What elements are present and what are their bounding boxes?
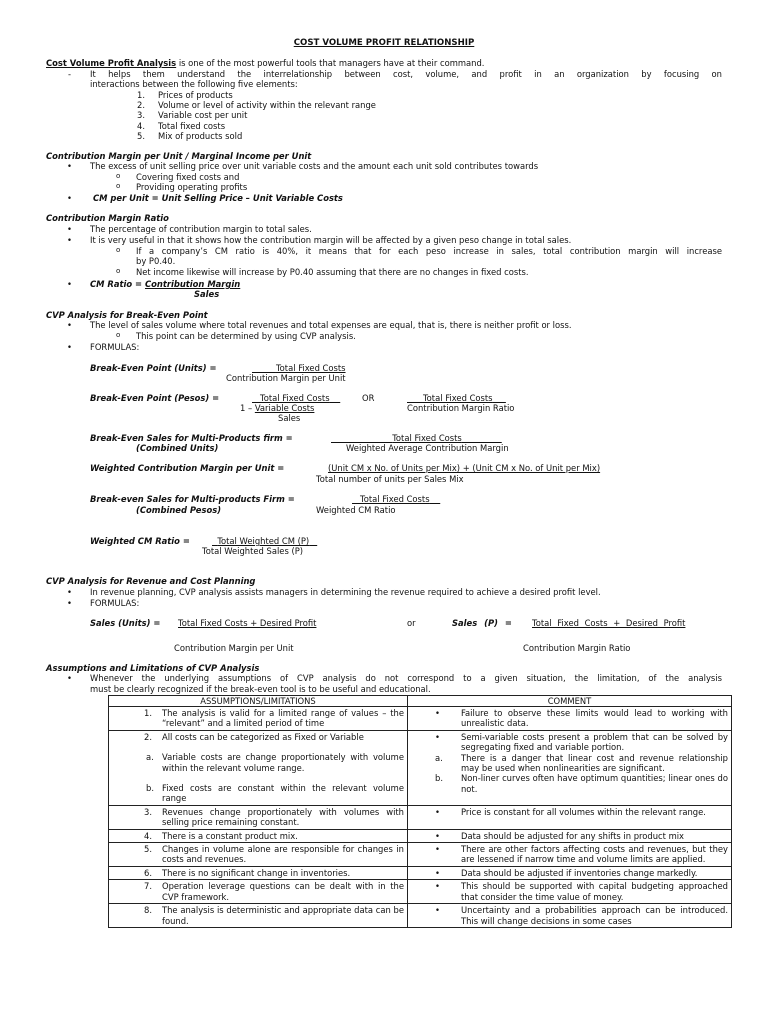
assumption-cell (112, 905, 404, 926)
intro-term: Cost Volume Profit Analysis (46, 58, 177, 68)
bep-pesos-alt-denominator: Contribution Margin Ratio (407, 403, 515, 413)
cm-unit-heading: Contribution Margin per Unit / Marginal Income per Unit (46, 151, 312, 161)
rev-or: or (407, 618, 416, 628)
sales-pesos-denominator: Contribution Margin Ratio (523, 643, 631, 653)
column-header: ASSUMPTIONS/LIMITATIONS (109, 696, 408, 707)
row-number: 3. (144, 806, 152, 817)
intro-paragraph (46, 58, 484, 68)
cm-ratio-formula (90, 279, 240, 289)
assump-heading: Assumptions and Limitations of CVP Analysis (46, 663, 260, 673)
bep-multi-pesos-sublabel: (Combined Pesos) (136, 505, 222, 515)
weighted-cm-unit-numerator: (Unit CM x No. of Units per Mix) + (Unit CM x No. of Unit per Mix) (328, 463, 601, 473)
assumption-text: Changes in volume alone are responsible for changes in costs and revenues. (162, 844, 404, 865)
bep-heading: CVP Analysis for Break-Even Point (46, 310, 208, 320)
cm-ratio-formula-numerator: Contribution Margin (144, 279, 241, 289)
subitem-letter: b. (146, 783, 154, 794)
cm-ratio-heading: Contribution Margin Ratio (46, 213, 169, 223)
bep-multi-units-numerator (331, 433, 502, 443)
bullet-icon: • (67, 224, 72, 234)
weighted-cm-ratio-denominator: Total Weighted Sales (P) (202, 546, 304, 556)
row-number: 6. (144, 867, 152, 878)
bep-multi-pesos-denominator: Weighted CM Ratio (316, 505, 396, 515)
row-number: 1. (144, 708, 152, 718)
assumption-text: There is a constant product mix. (162, 830, 298, 841)
table-header-row (109, 696, 732, 707)
cm-unit-sub-2: Providing operating profits (136, 182, 248, 192)
assumption-subitem (112, 783, 404, 804)
table-row (109, 730, 732, 805)
element-text: Volume or level of activity within the relevant range (158, 100, 376, 110)
table-row (109, 843, 732, 867)
weighted-cm-ratio-numerator-text: Total Weighted CM (P) (217, 536, 310, 546)
comment-text: There are other factors affecting costs and revenues, but they are lessened if narrow time and volume limits are applied. (461, 844, 728, 865)
comment-subitem-text: There is a danger that linear cost and revenue relationship may be used when nonlinearities are significant. (461, 752, 728, 774)
assumption-cell (112, 881, 404, 902)
rev-formulas-label: FORMULAS: (90, 598, 140, 608)
assumption-cell (112, 708, 404, 729)
comment-cell (411, 708, 728, 729)
comment-cell (411, 831, 728, 841)
cm-ratio-bullet-2: It is very useful in that it shows how the contribution margin will be affected by a given peso change in total sales. (90, 235, 572, 245)
bullet-icon: • (67, 193, 72, 203)
bullet-icon: • (67, 320, 72, 330)
comment-text: Price is constant for all volumes within the relevant range. (461, 806, 706, 817)
table-row (109, 805, 732, 829)
bullet-icon: • (67, 598, 72, 608)
comment-cell (411, 868, 728, 878)
bep-pesos-or: OR (362, 393, 375, 403)
bep-sub-1: This point can be determined by using CVP analysis. (136, 331, 356, 341)
assumption-text: All costs can be categorized as Fixed or Variable (162, 731, 364, 742)
column-header: COMMENT (408, 696, 732, 707)
assump-bullet-1b: must be clearly recognized if the break-even tool is to be useful and educational. (90, 684, 431, 694)
cm-ratio-formula-denominator: Sales (194, 289, 220, 299)
row-number: 2. (144, 731, 152, 742)
bullet-icon: • (435, 708, 440, 718)
cm-ratio-sub-2: Net income likewise will increase by P0.40 assuming that there are no changes in fixed costs. (136, 267, 529, 277)
assumption-text: The analysis is valid for a limited range of values – the “relevant” and a limited period of time (162, 708, 404, 729)
intro-rest: is one of the most powerful tools that managers have at their command. (176, 58, 485, 68)
subitem-text: Fixed costs are constant within the relevant volume range (162, 783, 404, 804)
weighted-cm-ratio-label: Weighted CM Ratio = (90, 536, 190, 546)
bep-pesos-label: Break-Even Point (Pesos) = (90, 393, 220, 403)
weighted-cm-ratio-numerator (212, 536, 317, 546)
comment-text: Data should be adjusted if inventories change markedly. (461, 867, 698, 878)
comment-cell (411, 881, 728, 902)
subitem-letter: b. (435, 773, 443, 784)
intro-line-1: It helps them understand the interrelationship between cost, volume, and profit in an organization by focusing on (90, 69, 722, 79)
comment-cell (411, 905, 728, 926)
weighted-cm-unit-denominator: Total number of units per Sales Mix (316, 474, 464, 484)
bullet-icon: • (435, 806, 440, 817)
bep-multi-units-label: Break-Even Sales for Multi-Products firm = (90, 433, 293, 443)
bep-units-numerator-text: Total Fixed Costs (275, 363, 346, 373)
bep-multi-units-denominator: Weighted Average Contribution Margin (346, 443, 509, 453)
table-row (109, 829, 732, 842)
comment-text: Semi-variable costs present a problem that can be solved by segregating fixed and variable portion. (461, 731, 728, 753)
sales-pesos-label: Sales (P) = (452, 618, 512, 628)
comment-cell (411, 844, 728, 865)
bep-units-label: Break-Even Point (Units) = (90, 363, 217, 373)
bep-pesos-alt-numerator-text: Total Fixed Costs (422, 393, 493, 403)
comment-cell (411, 732, 728, 753)
circle-bullet-icon: o (116, 172, 121, 180)
assumption-cell (112, 844, 404, 865)
table-row (109, 904, 732, 928)
intro-line-2: interactions between the following five elements: (90, 79, 298, 89)
sales-units-denominator: Contribution Margin per Unit (174, 643, 294, 653)
element-number: 1. (137, 90, 145, 100)
element-number: 4. (137, 121, 145, 131)
bep-pesos-sales: Sales (278, 413, 301, 423)
bullet-icon: • (435, 867, 440, 878)
comment-cell (411, 807, 728, 817)
cm-unit-bullet-1: The excess of unit selling price over unit variable costs and the amount each unit sold contributes towards (90, 161, 539, 171)
row-number: 7. (144, 881, 152, 892)
bep-pesos-numerator (252, 393, 340, 403)
bep-multi-units-numerator-text: Total Fixed Costs (392, 433, 462, 443)
comment-subitem (411, 753, 728, 774)
element-text: Variable cost per unit (158, 110, 248, 120)
bullet-icon: • (435, 844, 440, 855)
assumption-text: The analysis is deterministic and appropriate data can be found. (162, 905, 404, 926)
assumption-text: Operation leverage questions can be dealt with in the CVP framework. (162, 881, 404, 902)
subitem-letter: a. (146, 752, 154, 763)
rev-bullet-1: In revenue planning, CVP analysis assists managers in determining the revenue required to achieve a desired profit level. (90, 587, 601, 597)
dash-marker: - (68, 69, 72, 79)
element-number: 3. (137, 110, 145, 120)
bep-units-denominator: Contribution Margin per Unit (226, 373, 346, 383)
circle-bullet-icon: o (116, 267, 121, 275)
comment-text: This should be supported with capital budgeting approached that consider the time value of money. (461, 881, 728, 902)
bep-bullet-1: The level of sales volume where total revenues and total expenses are equal, that is, there is neither profit or loss. (90, 320, 572, 330)
cm-ratio-sub-1a: If a company’s CM ratio is 40%, it means that for each peso increase in sales, total contribution margin will increase (136, 246, 722, 256)
assump-bullet-1a: Whenever the underlying assumptions of CVP analysis do not correspond to a given situation, the limitation, of the analysis (90, 673, 722, 683)
element-number: 5. (137, 131, 145, 141)
comment-subitem-text: Non-liner curves often have optimum quantities; linear ones do not. (461, 773, 728, 794)
bep-multi-pesos-label: Break-even Sales for Multi-products Firm = (90, 494, 295, 504)
assumption-cell (112, 831, 404, 841)
assumption-cell (112, 868, 404, 878)
subitem-text: Variable costs are change proportionately with volume within the relevant volume range. (162, 752, 404, 773)
bep-pesos-denominator (240, 403, 314, 413)
bullet-icon: • (435, 830, 440, 841)
bep-pesos-denominator-prefix: 1 – (240, 403, 255, 413)
sales-units-numerator: Total Fixed Costs + Desired Profit (178, 618, 317, 628)
weighted-cm-unit-label: Weighted Contribution Margin per Unit = (90, 463, 285, 473)
assumption-subitem (112, 752, 404, 773)
sales-units-label: Sales (Units) = (90, 618, 161, 628)
bep-pesos-alt-numerator (407, 393, 506, 403)
bep-pesos-numerator-text: Total Fixed Costs (260, 393, 330, 403)
sales-pesos-numerator: Total Fixed Costs + Desired Profit (532, 618, 686, 628)
cm-ratio-sub-1b: by P0.40. (136, 256, 176, 266)
element-text: Prices of products (158, 90, 233, 100)
table-row (109, 880, 732, 904)
bullet-icon: • (67, 587, 72, 597)
bep-multi-units-sublabel: (Combined Units) (136, 443, 219, 453)
bullet-icon: • (67, 342, 72, 352)
element-number: 2. (137, 100, 145, 110)
bullet-icon: • (435, 881, 440, 892)
cm-unit-sub-1: Covering fixed costs and (136, 172, 240, 182)
table-row (109, 866, 732, 879)
assumption-text: There is no significant change in inventories. (162, 867, 351, 878)
circle-bullet-icon: o (116, 246, 121, 254)
bep-pesos-denominator-variable: Variable Costs (254, 403, 315, 413)
element-text: Total fixed costs (158, 121, 226, 131)
table-row (109, 707, 732, 731)
comment-text: Uncertainty and a probabilities approach can be introduced. This will change decisions in some cases (461, 905, 728, 926)
comment-text: Data should be adjusted for any shifts in product mix (461, 830, 685, 841)
assumption-cell (112, 732, 404, 742)
bullet-icon: • (67, 161, 72, 171)
bep-multi-pesos-numerator-text: Total Fixed Costs (360, 494, 430, 504)
cm-ratio-formula-label: CM Ratio = (90, 279, 145, 289)
bullet-icon: • (67, 673, 72, 683)
assumptions-table (108, 695, 732, 928)
rev-heading: CVP Analysis for Revenue and Cost Planning (46, 576, 256, 586)
row-number: 8. (144, 905, 152, 916)
bullet-icon: • (67, 279, 72, 289)
bullet-icon: • (435, 905, 440, 916)
comment-text: Failure to observe these limits would lead to working with unrealistic data. (461, 708, 728, 729)
bep-units-numerator (252, 363, 346, 373)
document-title: COST VOLUME PROFIT RELATIONSHIP (293, 38, 475, 48)
assumption-text: Revenues change proportionately with volumes with selling price remaining constant. (162, 806, 404, 828)
cm-ratio-bullet-1: The percentage of contribution margin to total sales. (90, 224, 312, 234)
row-number: 4. (144, 830, 152, 841)
element-text: Mix of products sold (158, 131, 243, 141)
bullet-icon: • (435, 731, 440, 742)
circle-bullet-icon: o (116, 331, 121, 339)
row-number: 5. (144, 844, 152, 855)
assumption-cell (112, 807, 404, 828)
circle-bullet-icon: o (116, 182, 121, 190)
comment-subitem (411, 773, 728, 794)
cm-unit-formula: CM per Unit = Unit Selling Price – Unit Variable Costs (93, 193, 343, 203)
bep-multi-pesos-numerator (352, 494, 440, 504)
subitem-letter: a. (435, 752, 443, 763)
bullet-icon: • (67, 235, 72, 245)
bep-formulas-label: FORMULAS: (90, 342, 140, 352)
